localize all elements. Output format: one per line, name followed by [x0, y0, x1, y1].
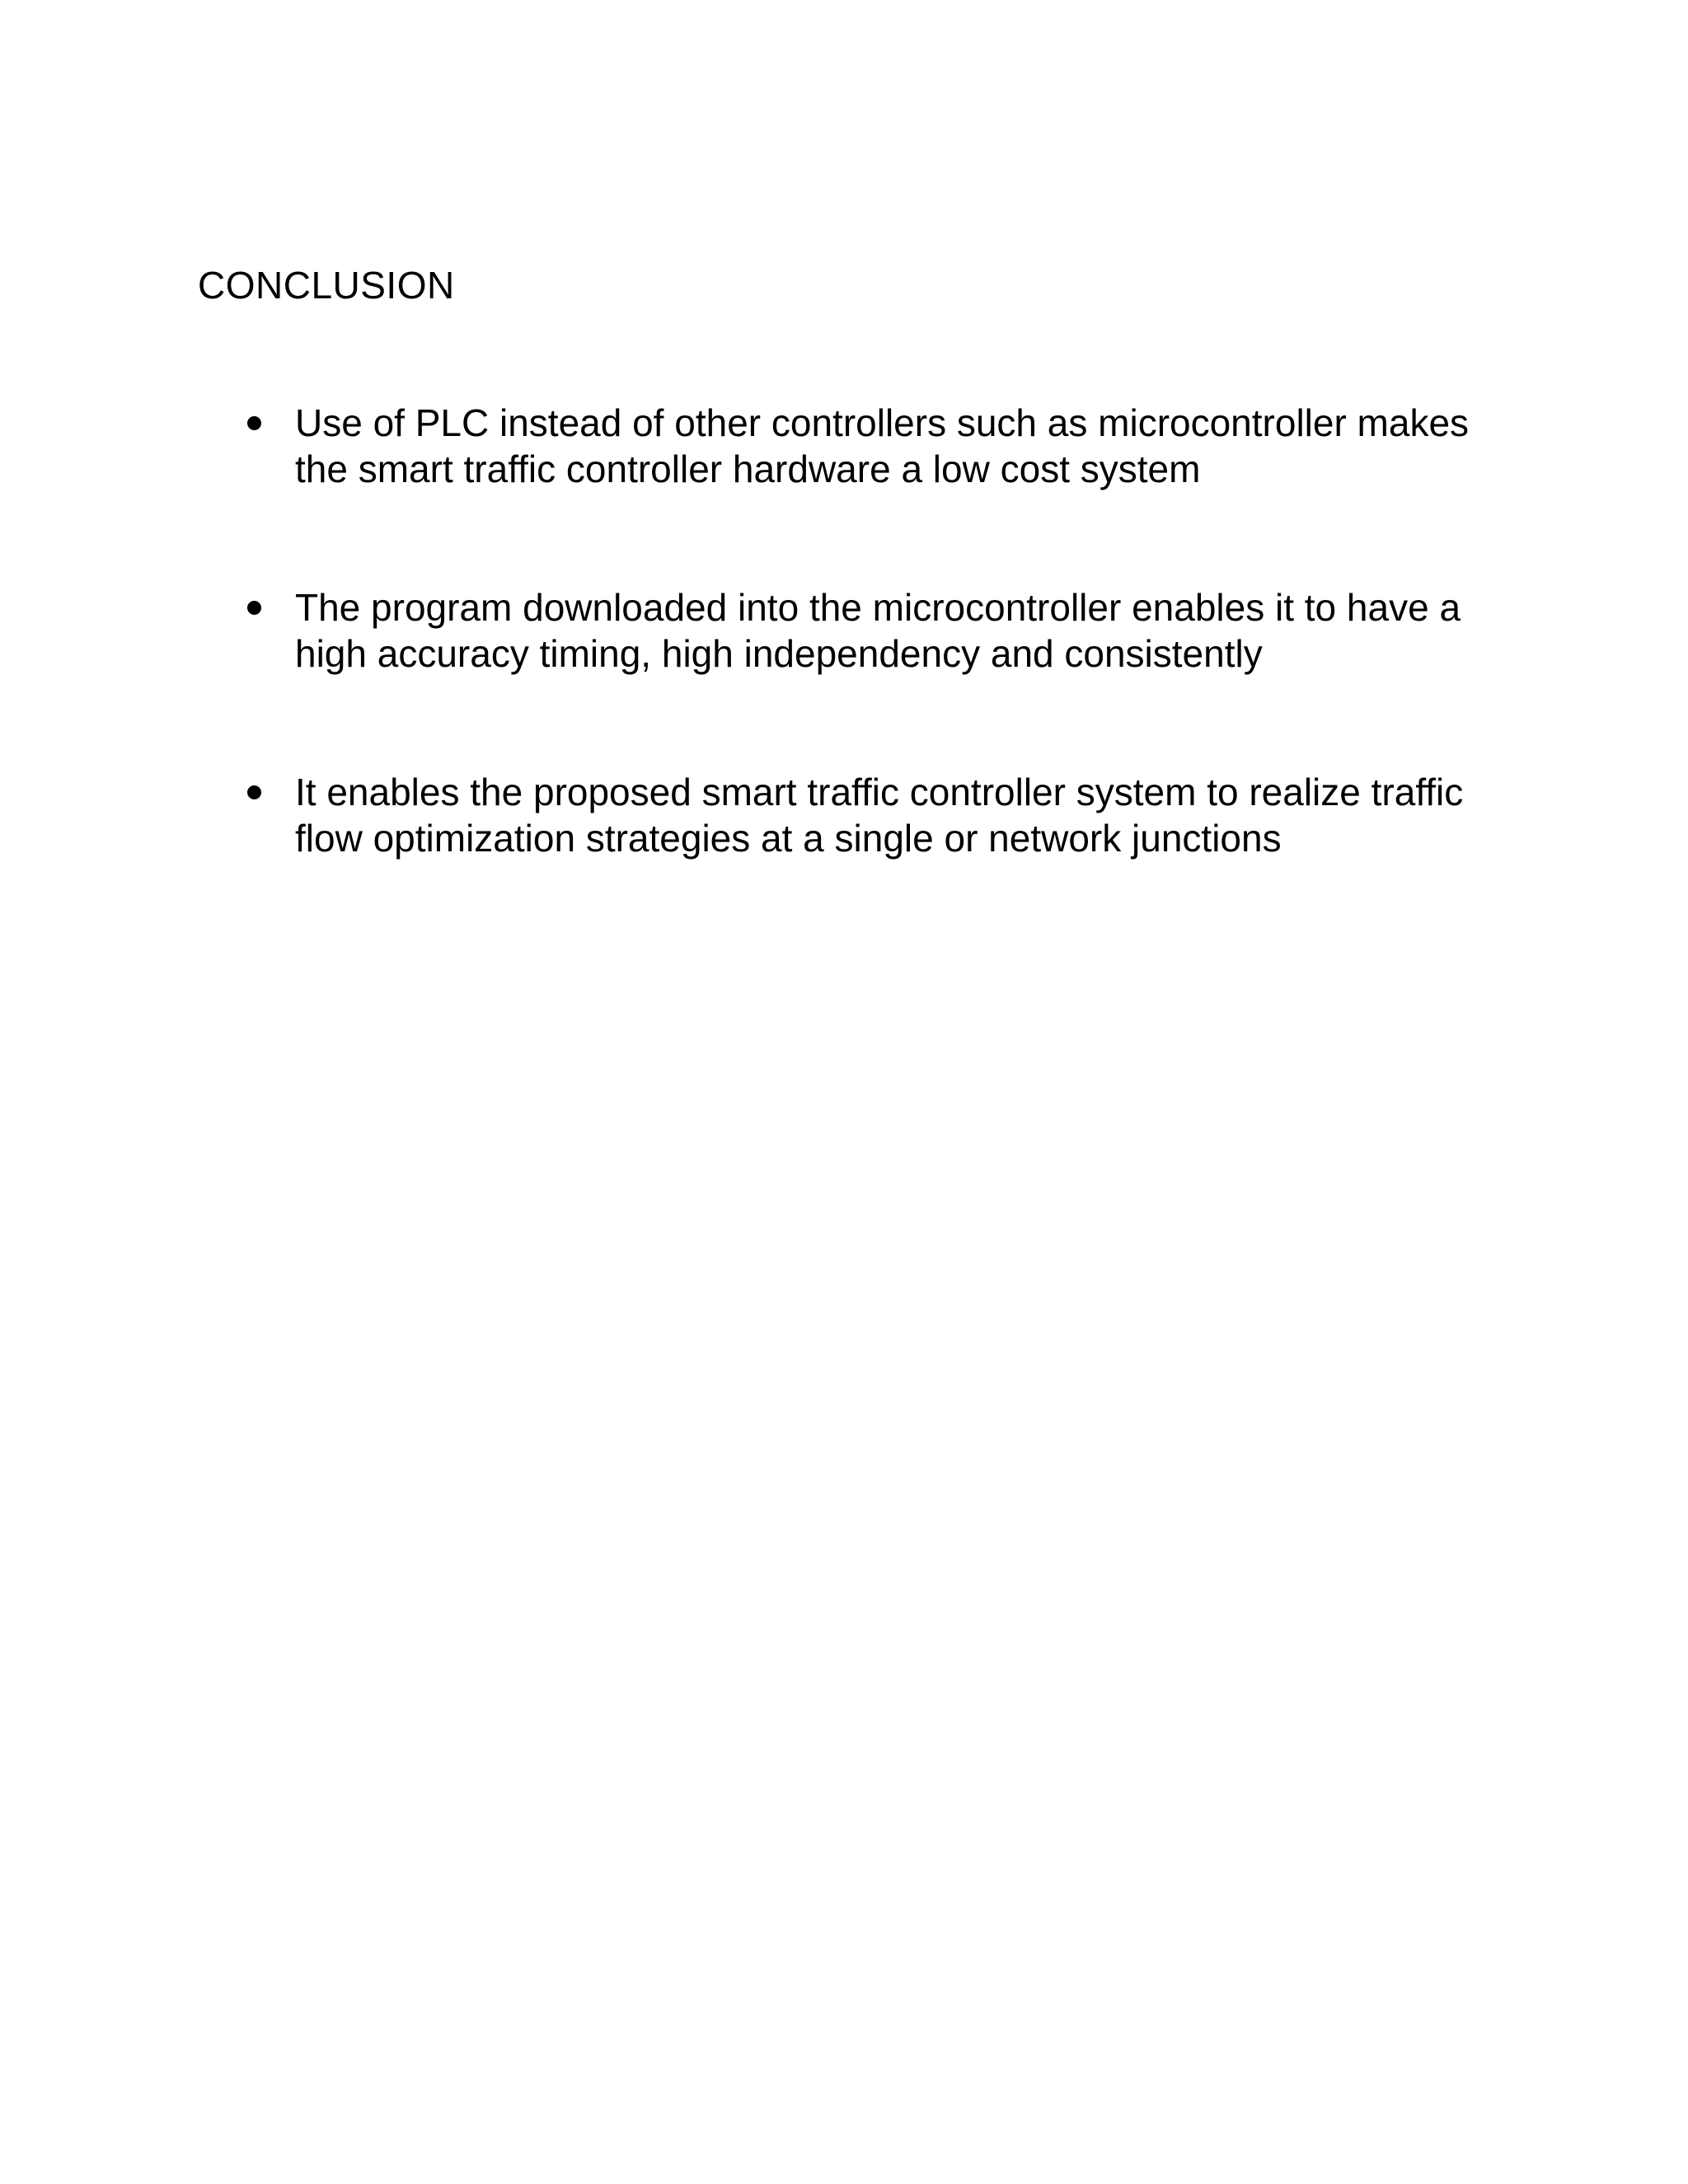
- bullet-line: It enables the proposed smart traffic controller system to realize traffic: [295, 771, 1464, 813]
- bullet-dot-icon: [247, 785, 261, 799]
- bullet-text: [295, 769, 1498, 861]
- bullet-item: [247, 584, 1500, 677]
- bullet-line: high accuracy timing, high independency and consistently: [295, 632, 1263, 675]
- conclusion-bullet-list: [247, 400, 1500, 861]
- bullet-dot-icon: [247, 601, 261, 615]
- section-heading: CONCLUSION: [198, 264, 455, 307]
- bullet-line: flow optimization strategies at a single or network junctions: [295, 817, 1282, 860]
- bullet-line: the smart traffic controller hardware a low cost system: [295, 448, 1201, 490]
- bullet-line: The program downloaded into the microcontroller enables it to have a: [295, 586, 1461, 629]
- bullet-item: [247, 400, 1500, 492]
- bullet-text: [295, 584, 1498, 677]
- bullet-text: [295, 400, 1498, 492]
- bullet-line: Use of PLC instead of other controllers such as microcontroller makes: [295, 401, 1470, 444]
- bullet-item: [247, 769, 1500, 861]
- bullet-dot-icon: [247, 416, 261, 430]
